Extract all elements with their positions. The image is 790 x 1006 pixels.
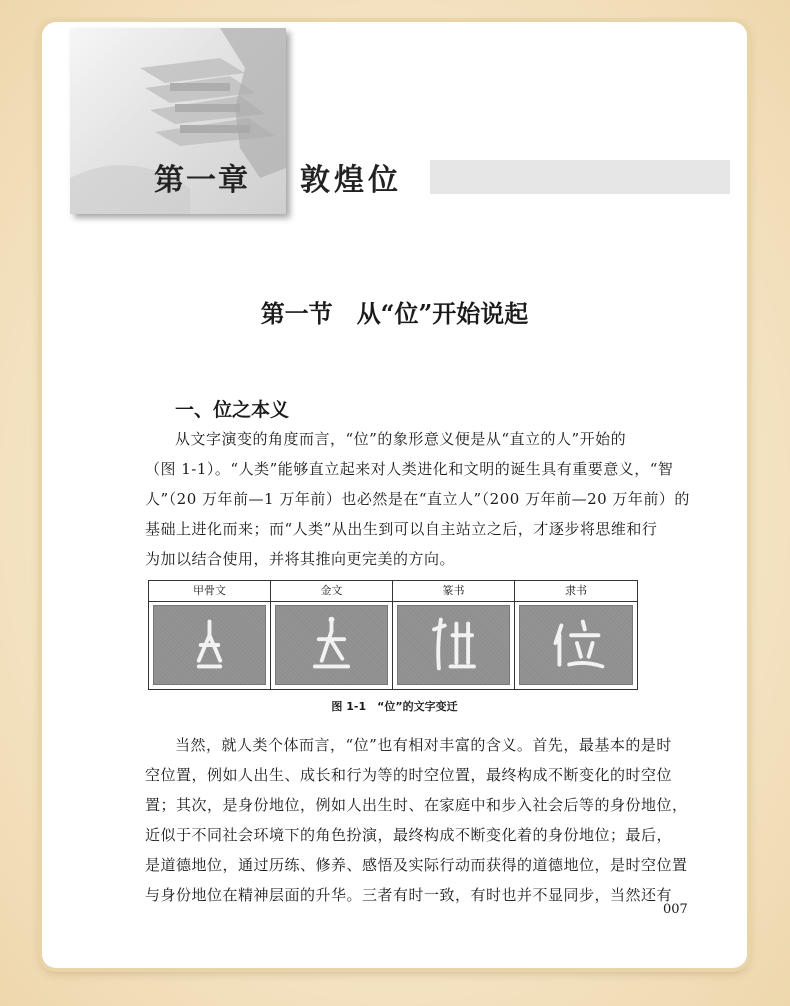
clerical-glyph <box>520 606 632 684</box>
book-page <box>42 22 747 968</box>
figure-column-header: 篆书 <box>393 581 514 602</box>
figure-column-header: 隶书 <box>515 581 637 602</box>
subsection-title: 一、位之本义 <box>175 399 290 421</box>
oracle-bone-glyph-image <box>153 605 266 685</box>
text-line: 是道德地位，通过历练、修养、感悟及实际行动而获得的道德地位，是时空位置 <box>145 856 688 874</box>
text-line: 置；其次，是身份地位，例如人出生时、在家庭中和步入社会后等的身份地位， <box>145 796 688 814</box>
seal-glyph-image <box>397 605 510 685</box>
text-line: （图 1-1）。“人类”能够直立起来对人类进化和文明的诞生具有重要意义，“智 <box>145 460 674 478</box>
text-line: 当然，就人类个体而言，“位”也有相对丰富的含义。首先，最基本的是时 <box>175 736 672 754</box>
chapter-title-bar <box>430 160 730 194</box>
figure-script-evolution <box>148 580 638 690</box>
text-line: 人”（20 万年前—1 万年前）也必然是在“直立人”（200 万年前—20 万年前）的 <box>145 490 690 508</box>
text-line: 与身份地位在精神层面的升华。三者有时一致，有时也并不显同步，当然还有 <box>145 886 673 904</box>
text-line: 基础上进化而来；而“人类”从出生到可以自主站立之后，才逐步将思维和行 <box>145 520 658 538</box>
clerical-glyph-image <box>519 605 633 685</box>
bronze-glyph <box>276 606 387 684</box>
figure-cell-seal <box>393 581 515 689</box>
section-title: 第一节 从“位”开始说起 <box>260 299 529 328</box>
text-line: 为加以结合使用，并将其推向更完美的方向。 <box>145 550 456 568</box>
text-line: 空位置，例如人出生、成长和行为等的时空位置，最终构成不断变化的时空位 <box>145 766 673 784</box>
oracle-bone-glyph <box>154 606 265 684</box>
figure-cell-oracle-bone <box>149 581 271 689</box>
page-number: 007 <box>663 902 688 917</box>
figure-caption: 图 1-1 “位”的文字变迁 <box>331 700 458 713</box>
chapter-title: 敦煌位 <box>300 163 402 198</box>
figure-cell-bronze <box>271 581 393 689</box>
bronze-glyph-image <box>275 605 388 685</box>
text-line: 近似于不同社会环境下的角色扮演，最终构成不断变化着的身份地位；最后， <box>145 826 673 844</box>
figure-column-header: 甲骨文 <box>149 581 270 602</box>
figure-column-header: 金文 <box>271 581 392 602</box>
figure-cell-clerical <box>515 581 637 689</box>
seal-glyph <box>398 606 509 684</box>
paragraph-1 <box>145 424 690 574</box>
chapter-number: 第一章 <box>154 163 250 198</box>
text-line: 从文字演变的角度而言，“位”的象形意义便是从“直立的人”开始的 <box>175 430 627 448</box>
